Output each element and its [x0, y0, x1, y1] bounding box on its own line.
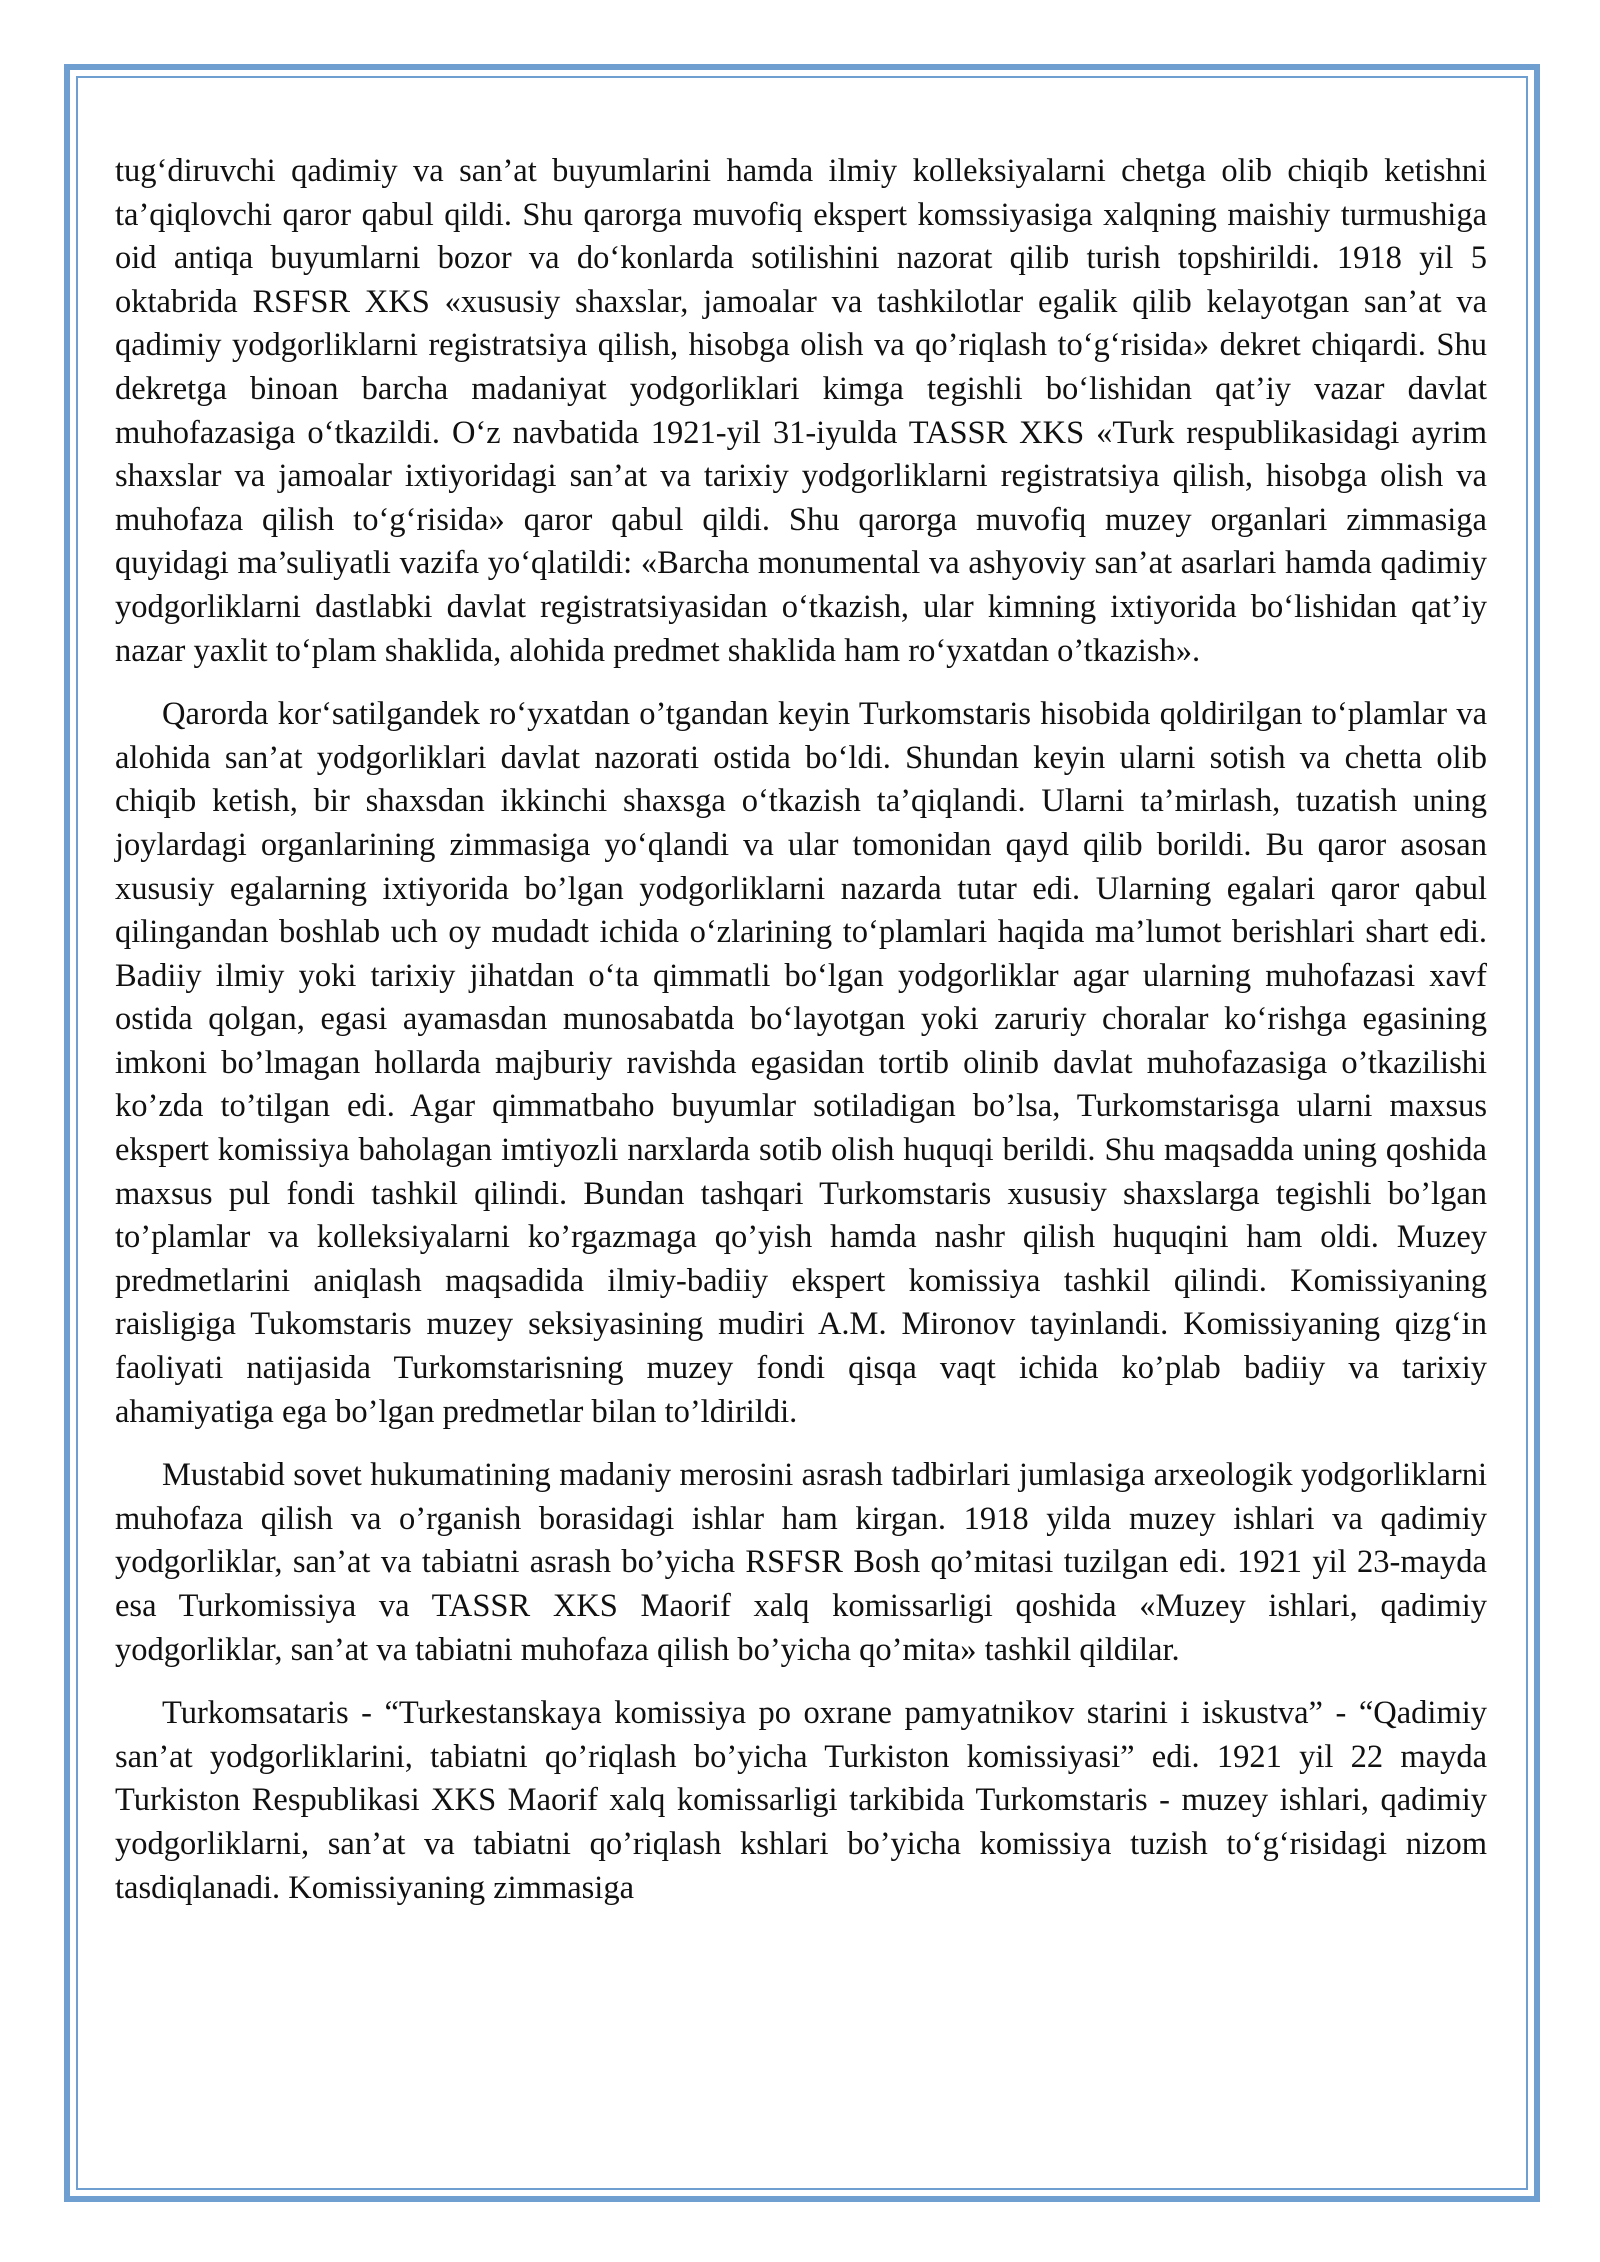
- paragraph-1: tug‘diruvchi qadimiy va san’at buyumlarini hamda ilmiy kolleksiyalarni chetga olib chiqib ketishni ta’qiqlovchi qaror qabul qildi. Shu qarorga muvofiq ekspert komssiyasiga xalqning maishiy turmushiga oid antiqa buyumlarni bozor va do‘konlarda sotilishini nazorat qilib turish topshirildi. 1918 yil 5 oktabrida RSFSR XKS «xususiy shaxslar, jamoalar va tashkilotlar egalik qilib kelayotgan san’at va qadimiy yodgorliklarni registratsiya qilish, hisobga olish va qo’riqlash to‘g‘risida» dekret chiqardi. Shu dekretga binoan barcha madaniyat yodgorliklari kimga tegishli bo‘lishidan qat’iy vazar davlat muhofazasiga o‘tkazildi. O‘z navbatida 1921-yil 31-iyulda TASSR XKS «Turk respublikasidagi ayrim shaxslar va jamoalar ixtiyoridagi san’at va tarixiy yodgorliklarni registratsiya qilish, hisobga olish va muhofaza qilish to‘g‘risida» qaror qabul qildi. Shu qarorga muvofiq muzey organlari zimmasiga quyidagi ma’suliyatli vazifa yo‘qlatildi: «Barcha monumental va ashyoviy san’at asarlari hamda qadimiy yodgorliklarni dastlabki davlat registratsiyasidan o‘tkazish, ular kimning ixtiyorida bo‘lishidan qat’iy nazar yaxlit to‘plam shaklida, alohida predmet shaklida ham ro‘yxatdan o’tkazish».: [115, 153, 1487, 669]
- document-body: [115, 150, 1487, 1930]
- paragraph-4: Turkomsataris - “Turkestanskaya komissiya po oxrane pamyatnikov starini i iskustva” - “Qadimiy san’at yodgorliklarini, tabiatni qo’riqlash bo’yicha Turkiston komissiyasi” edi. 1921 yil 22 mayda Turkiston Respublikasi XKS Maorif xalq komissarligi tarkibida Turkomstaris - muzey ishlari, qadimiy yodgorliklarni, san’at va tabiatni qo’riqlash kshlari bo’yicha komissiya tuzish to‘g‘risidagi nizom tasdiqlanadi. Komissiyaning zimmasiga: [115, 1695, 1487, 1906]
- paragraph-2: Qarorda kor‘satilgandek ro‘yxatdan o’tgandan keyin Turkomstaris hisobida qoldirilgan to‘plamlar va alohida san’at yodgorliklari davlat nazorati ostida bo‘ldi. Shundan keyin ularni sotish va chetta olib chiqib ketish, bir shaxsdan ikkinchi shaxsga o‘tkazish ta’qiqlandi. Ularni ta’mirlash, tuzatish uning joylardagi organlarining zimmasiga yo‘qlandi va ular tomonidan qayd qilib borildi. Bu qaror asosan xususiy egalarning ixtiyorida bo’lgan yodgorliklarni nazarda tutar edi. Ularning egalari qaror qabul qilingandan boshlab uch oy mudadt ichida o‘zlarining to‘plamlari haqida ma’lumot berishlari shart edi. Badiiy ilmiy yoki tarixiy jihatdan o‘ta qimmatli bo‘lgan yodgorliklar agar ularning muhofazasi xavf ostida qolgan, egasi ayamasdan munosabatda bo‘layotgan yoki zaruriy choralar ko‘rishga egasining imkoni bo’lmagan hollarda majburiy ravishda egasidan tortib olinib davlat muhofazasiga o’tkazilishi ko’zda to’tilgan edi. Agar qimmatbaho buyumlar sotiladigan bo’lsa, Turkomstarisga ularni maxsus ekspert komissiya baholagan imtiyozli narxlarda sotib olish huquqi berildi. Shu maqsadda uning qoshida maxsus pul fondi tashkil qilindi. Bundan tashqari Turkomstaris xususiy shaxslarga tegishli bo’lgan to’plamlar va kolleksiyalarni ko’rgazmaga qo’yish hamda nashr qilish huquqini ham oldi. Muzey predmetlarini aniqlash maqsadida ilmiy-badiiy ekspert komissiya tashkil qilindi. Komissiyaning raisligiga Tukomstaris muzey seksiyasining mudiri A.M. Mironov tayinlandi. Komissiyaning qizg‘in faoliyati natijasida Turkomstarisning muzey fondi qisqa vaqt ichida ko’plab badiiy va tarixiy ahamiyatiga ega bo’lgan predmetlar bilan to’ldirildi.: [115, 696, 1487, 1430]
- paragraph-3: Mustabid sovet hukumatining madaniy merosini asrash tadbirlari jumlasiga arxeologik yodgorliklarni muhofaza qilish va o’rganish borasidagi ishlar ham kirgan. 1918 yilda muzey ishlari va qadimiy yodgorliklar, san’at va tabiatni asrash bo’yicha RSFSR Bosh qo’mitasi tuzilgan edi. 1921 yil 23-mayda esa Turkomissiya va TASSR XKS Maorif xalq komissarligi qoshida «Muzey ishlari, qadimiy yodgorliklar, san’at va tabiatni muhofaza qilish bo’yicha qo’mita» tashkil qildilar.: [115, 1457, 1487, 1668]
